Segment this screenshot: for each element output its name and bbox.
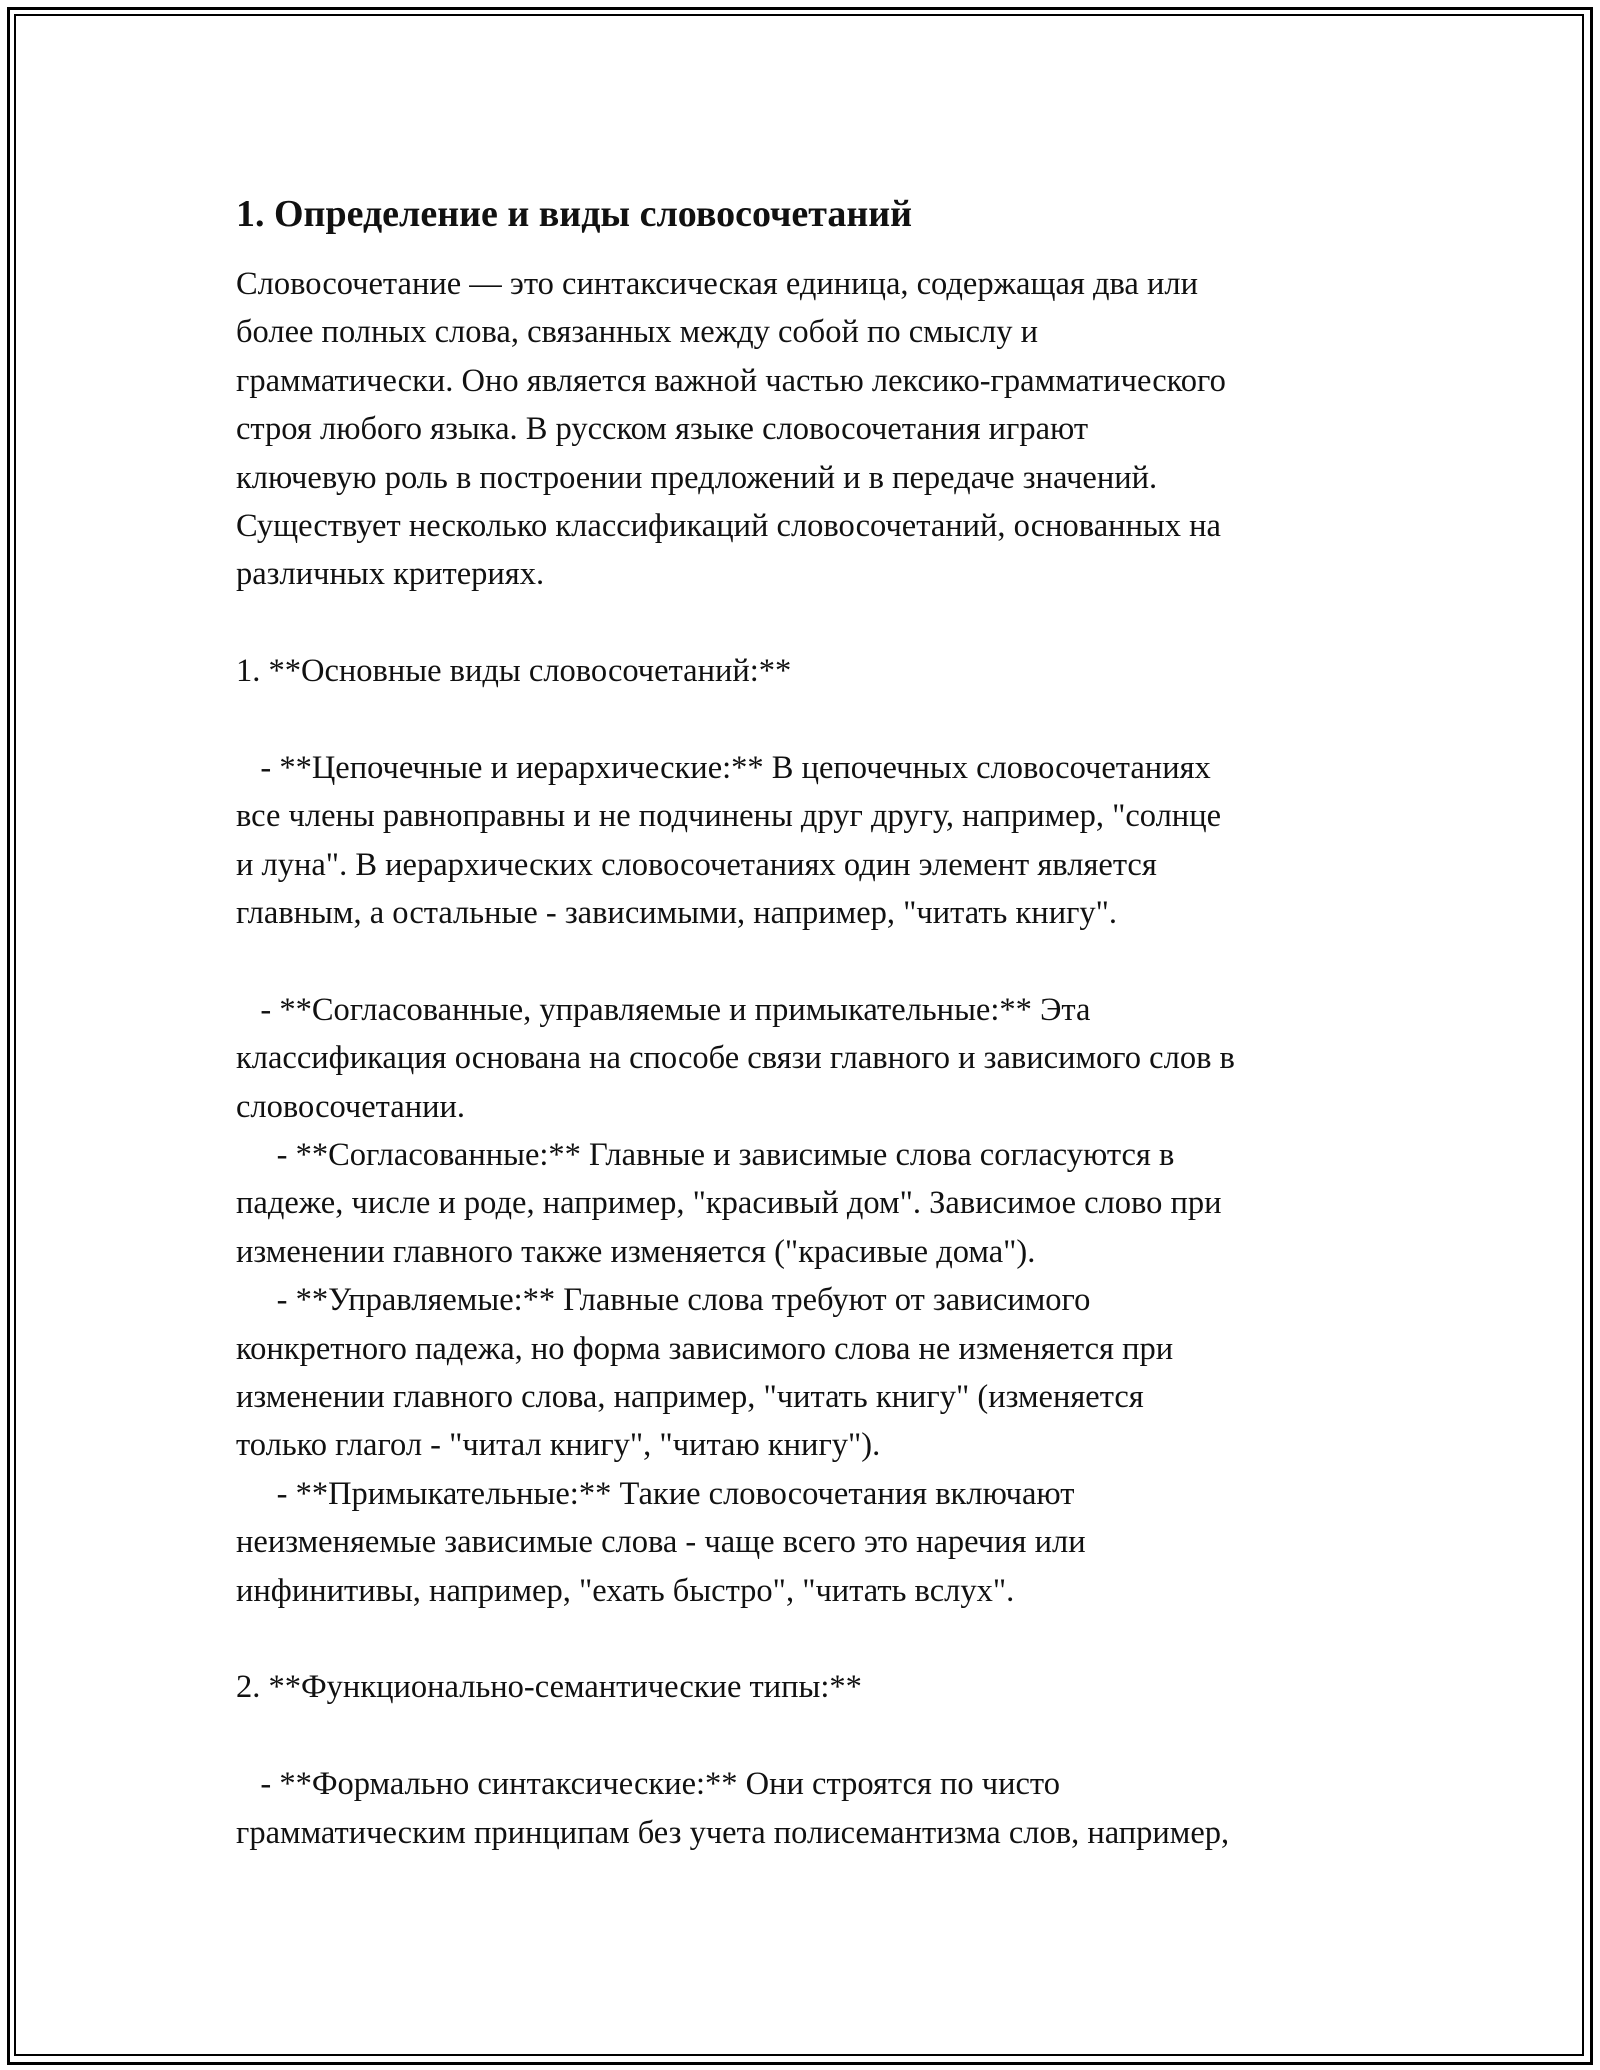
text-line: более полных слова, связанных между собой по смыслу и: [236, 314, 1038, 351]
text-line: главным, а остальные - зависимыми, например, "читать книгу".: [236, 895, 1118, 932]
text-line: все члены равноправны и не подчинены друг другу, например, "солнце: [236, 798, 1222, 835]
text-line: - **Примыкательные:** Такие словосочетания включают: [236, 1475, 1075, 1512]
text-line: [236, 1712, 1376, 1760]
text-line: [236, 599, 1376, 647]
document-body: [236, 190, 1376, 1857]
text-line: падеже, числе и роде, например, "красивый дом". Зависимое слово при: [236, 1185, 1222, 1222]
text-line: классификация основана на способе связи главного и зависимого слов в: [236, 1040, 1235, 1077]
text-line: - **Формально синтаксические:** Они строятся по чисто: [236, 1766, 1060, 1803]
text-line: - **Управляемые:** Главные слова требуют от зависимого: [236, 1282, 1091, 1319]
text-line: [236, 937, 1376, 985]
section-heading: 1. Определение и виды словосочетаний: [236, 193, 913, 235]
text-line: ключевую роль в построении предложений и в передаче значений.: [236, 459, 1158, 496]
text-line: 2. **Функционально-семантические типы:**: [236, 1669, 862, 1706]
text-line: Словосочетание — это синтаксическая единица, содержащая два или: [236, 266, 1198, 302]
text-line: Существует несколько классификаций словосочетаний, основанных на: [236, 507, 1221, 544]
text-line: - **Согласованные:** Главные и зависимые слова согласуются в: [236, 1137, 1175, 1174]
text-line: инфинитивы, например, "ехать быстро", "читать вслух".: [236, 1572, 1015, 1609]
text-line: - **Согласованные, управляемые и примыкательные:** Эта: [236, 991, 1091, 1028]
text-line: [236, 696, 1376, 744]
text-line: грамматическим принципам без учета полисемантизма слов, например,: [236, 1814, 1230, 1851]
text-line: - **Цепочечные и иерархические:** В цепочечных словосочетаниях: [236, 749, 1211, 786]
text-line: [236, 1615, 1376, 1663]
text-line: изменении главного также изменяется ("красивые дома").: [236, 1233, 1036, 1270]
text-line: строя любого языка. В русском языке словосочетания играют: [236, 411, 1089, 448]
text-line: неизменяемые зависимые слова - чаще всего это наречия или: [236, 1524, 1086, 1561]
text-line: и луна". В иерархических словосочетаниях один элемент является: [236, 846, 1157, 883]
text-line: различных критериях.: [236, 556, 545, 593]
document-text: [236, 260, 1376, 1857]
text-line: изменении главного слова, например, "читать книгу" (изменяется: [236, 1378, 1144, 1415]
text-line: 1. **Основные виды словосочетаний:**: [236, 653, 792, 690]
text-line: словосочетании.: [236, 1088, 466, 1125]
text-line: только глагол - "читал книгу", "читаю книгу").: [236, 1427, 881, 1464]
text-line: грамматически. Оно является важной частью лексико-грамматического: [236, 362, 1226, 399]
text-line: конкретного падежа, но форма зависимого слова не изменяется при: [236, 1330, 1174, 1367]
